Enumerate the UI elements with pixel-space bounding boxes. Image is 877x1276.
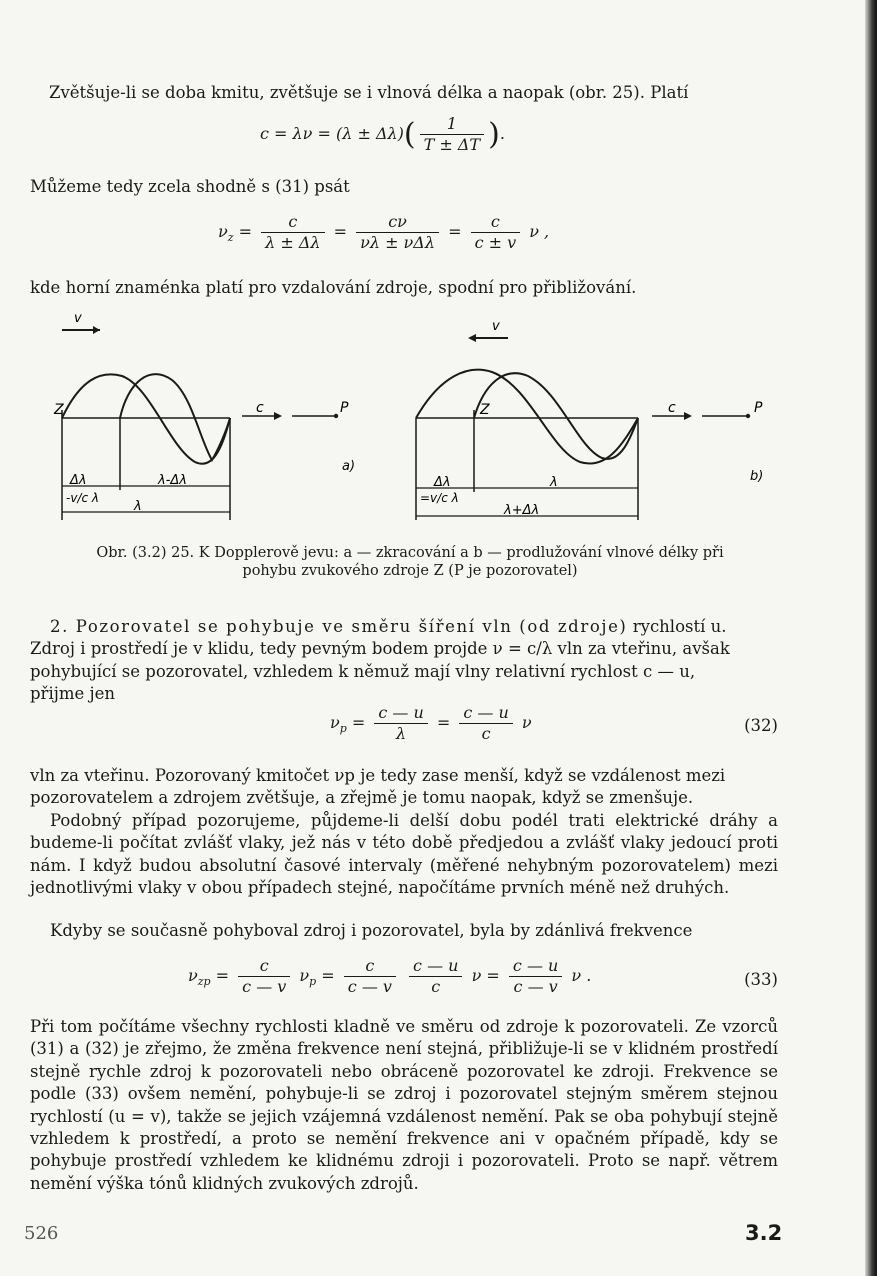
fig-a-tag: a) bbox=[342, 459, 356, 474]
eq-vz-frac3: $\frac{c}{c \pm v}$ bbox=[471, 212, 521, 253]
shoda-line: Můžeme tedy zcela shodně s (31) psát bbox=[30, 177, 350, 196]
caption-line1: Obr. (3.2) 25. K Dopplerově jevu: a — zkracování a b — prodlužování vlnové délky při bbox=[96, 545, 724, 561]
fig-b-lpdl: λ+Δλ bbox=[504, 503, 540, 518]
fig-b-l: λ bbox=[550, 475, 558, 490]
caption-line2: pohybu zvukového zdroje Z (P je pozorovatel) bbox=[242, 563, 578, 579]
fig-b-dl: Δλ bbox=[434, 475, 451, 490]
fig-a-lmdl: λ-Δλ bbox=[158, 473, 187, 488]
observer-point-b bbox=[746, 414, 750, 418]
eq-c-fraction: $\frac{1}{T \pm \Delta T}$ bbox=[420, 114, 484, 155]
page-number: 526 bbox=[24, 1223, 59, 1244]
final-paragraph: Při tom počítáme všechny rychlosti kladně ve směru od zdroje k pozorovateli. Ze vzorců (31) a (32) je zřejmo, že změna frekvence není stejná, přibližuje-li se v klidném prostředí stejně rychle zdroj k pozorovateli nebo obráceně pozorovatel ke zdroji. Frekvence se podle (33) ovšem nemění, pohybuje-li se zdroj i pozorovatel stejným směrem stejnou rychlostí (u = v), takže se jejich vzájemná vzdálenost nemění. Pak se oba pohybují stejně vzhledem k prostředí, a proto se nemění frekvence ani v opačném případě, kdy se pohybuje prostředí vzhledem ke klidnému zdroji i pozorovateli. Proto se např. větrem nemění výška tónů klidných zvukových zdrojů. bbox=[30, 1017, 778, 1193]
fig-b-c-label: c bbox=[668, 400, 676, 416]
fig-b-v-label: v bbox=[492, 319, 500, 334]
fig-a-l: λ bbox=[134, 499, 142, 514]
equation-33: $\nu_{zp}$ = $\frac{c}{c — v}$ $\nu_p$ = $\frac{c}{c — v}$ $\frac{c — u}{c}$ ν = $\frac{c — u}{c — v}$ ν . bbox=[188, 956, 592, 996]
wave-b-2 bbox=[474, 373, 638, 459]
figure-b bbox=[400, 300, 800, 530]
eq33-number: (33) bbox=[744, 970, 778, 989]
eq-vz-frac1: $\frac{c}{\lambda \pm \Delta\lambda}$ bbox=[261, 212, 324, 253]
signs-line: kde horní znaménka platí pro vzdalování zdroje, spodní pro přibližování. bbox=[30, 278, 637, 297]
fig-b-tag: b) bbox=[750, 469, 764, 484]
intro-line: Zvětšuje-li se doba kmitu, zvětšuje se i vlnová délka a naopak (obr. 25). Platí bbox=[49, 83, 689, 102]
equation-vz: $\nu_z$ = $\frac{c}{\lambda \pm \Delta\lambda}$ = $\frac{c\nu}{\text{νλ ± νΔλ}}$ = $\frac{c}{c \pm v}$ ν , bbox=[218, 212, 550, 252]
observer-point-a bbox=[334, 414, 338, 418]
section2-lead: 2. Pozorovatel se pohybuje ve směru šíření vln (od zdroje) bbox=[50, 617, 628, 636]
kdyby-paragraph: Kdyby se současně pohyboval zdroj i pozorovatel, byla by zdánlivá frekvence bbox=[50, 921, 693, 940]
after32-paragraph: vln za vteřinu. Pozorovaný kmitočet νp je tedy zase menší, když se vzdálenost mezi pozorovatelem a zdrojem zvětšuje, a zřejmě je tomu naopak, když se zmenšuje. bbox=[30, 766, 726, 808]
fig-a-dl: Δλ bbox=[70, 473, 87, 488]
page-edge-shadow bbox=[865, 0, 877, 1276]
eq-vz-frac2: $\frac{c\nu}{\text{νλ ± νΔλ}}$ bbox=[356, 212, 439, 253]
fig-a-vc: -v/c λ bbox=[66, 491, 99, 505]
wave-b-1 bbox=[416, 370, 638, 464]
fig-b-Z-label: Z bbox=[480, 402, 490, 418]
figure-caption bbox=[30, 544, 790, 580]
eq32-number: (32) bbox=[744, 716, 778, 735]
figure-a bbox=[0, 300, 420, 530]
section-number: 3.2 bbox=[745, 1221, 783, 1245]
equation-c: c = λν = (λ ± Δλ)( $\frac{1}{T \pm \Delta T}$ ). bbox=[260, 114, 505, 154]
eq-c-left: c = λν = (λ ± Δλ) bbox=[260, 124, 404, 143]
podobny-paragraph: Podobný případ pozorujeme, půjdeme-li delší dobu podél trati elektrické dráhy a budeme-li počítat zvlášť vlaky, jež nás v této době předjedou a zvlášť vlaky jedoucí proti nám. I když budou absolutní časové intervaly (měřené nehybným pozorovatelem) mezi jednotlivými vlaky v obou případech stejné, napočítáme prvních méně než druhých. bbox=[30, 811, 778, 898]
fig-a-c-label: c bbox=[256, 400, 264, 416]
wave-a-1 bbox=[62, 374, 230, 463]
fig-b-vc: =v/c λ bbox=[420, 491, 459, 505]
equation-32: $\nu_p$ = $\frac{c — u}{\lambda}$ = $\frac{c — u}{c}$ ν bbox=[330, 703, 532, 743]
fig-a-v-label: v bbox=[74, 311, 82, 326]
section2-paragraph: 2. Pozorovatel se pohybuje ve směru šíření vln (od zdroje) rychlostí u. Zdroj i prostředí je v klidu, tedy pevným bodem projde ν = c/λ vln za vteřinu, avšak pohybující se pozorovatel, vzhledem k němuž mají vlny relativní rychlost c — u, přijme jen bbox=[30, 617, 730, 704]
fig-a-Z-label: Z bbox=[54, 402, 64, 418]
fig-b-P-label: P bbox=[754, 400, 763, 416]
fig-a-P-label: P bbox=[340, 400, 349, 416]
